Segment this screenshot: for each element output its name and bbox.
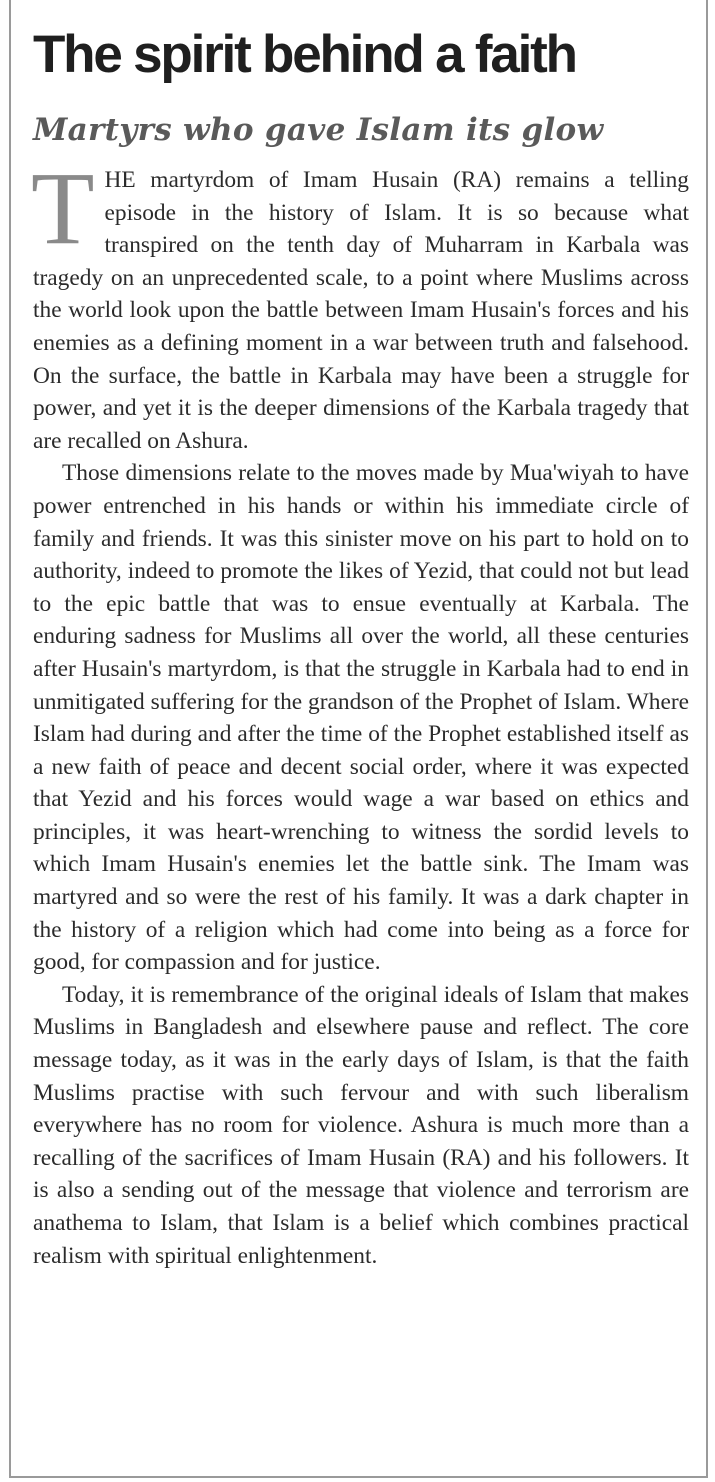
subheadline: Martyrs who gave Islam its glow — [33, 112, 604, 148]
paragraph-1-text: HE martyrdom of Imam Husain (RA) remains a telling episode in the history of Islam. It is so because what transpired on the tenth day of Muharram in Karbala was tragedy on an unprecedented scale, to a point where Muslims across the world look upon the battle between Imam Husain's forces and his enemies as a defining moment in a war between truth and falsehood. On the surface, the battle in Karbala may have been a struggle for power, and yet it is the deeper dimensions of the Karbala tragedy that are recalled on Ashura. — [33, 167, 689, 454]
paragraph-3: Today, it is remembrance of the original ideals of Islam that makes Muslims in Bangladesh and elsewhere pause and reflect. The core message today, as it was in the early days of Islam, is that the faith Muslims practise with such fervour and with such liberalism everywhere has no room for violence. Ashura is much more than a recalling of the sacrifices of Imam Husain (RA) and his followers. It is also a sending out of the message that violence and terrorism are anathema to Islam, that Islam is a belief which combines practical realism with spiritual enlightenment. — [33, 981, 689, 1269]
drop-cap: T — [31, 151, 95, 266]
paragraph-1 — [31, 151, 689, 457]
paragraph-2: Those dimensions relate to the moves made by Mua'wiyah to have power entrenched in his hands or within his immediate circle of family and friends. It was this sinister move on his part to hold on to authority, indeed to promote the likes of Yezid, that could not but lead to the epic battle that was to ensue eventually at Karbala. The enduring sadness for Muslims all over the world, all these centuries after Husain's martyrdom, is that the struggle in Karbala had to end in unmitigated suffering for the grandson of the Prophet of Islam. Where Islam had during and after the time of the Prophet established itself as a new faith of peace and decent social order, where it was expected that Yezid and his forces would wage a war based on ethics and principles, it was heart-wrenching to witness the sordid levels to which Imam Husain's enemies let the battle sink. The Imam was martyred and so were the rest of his family. It was a dark chapter in the history of a religion which had come into being as a force for good, for compassion and for justice. — [33, 460, 689, 976]
article-body — [31, 151, 689, 1272]
headline: The spirit behind a faith — [33, 25, 576, 84]
